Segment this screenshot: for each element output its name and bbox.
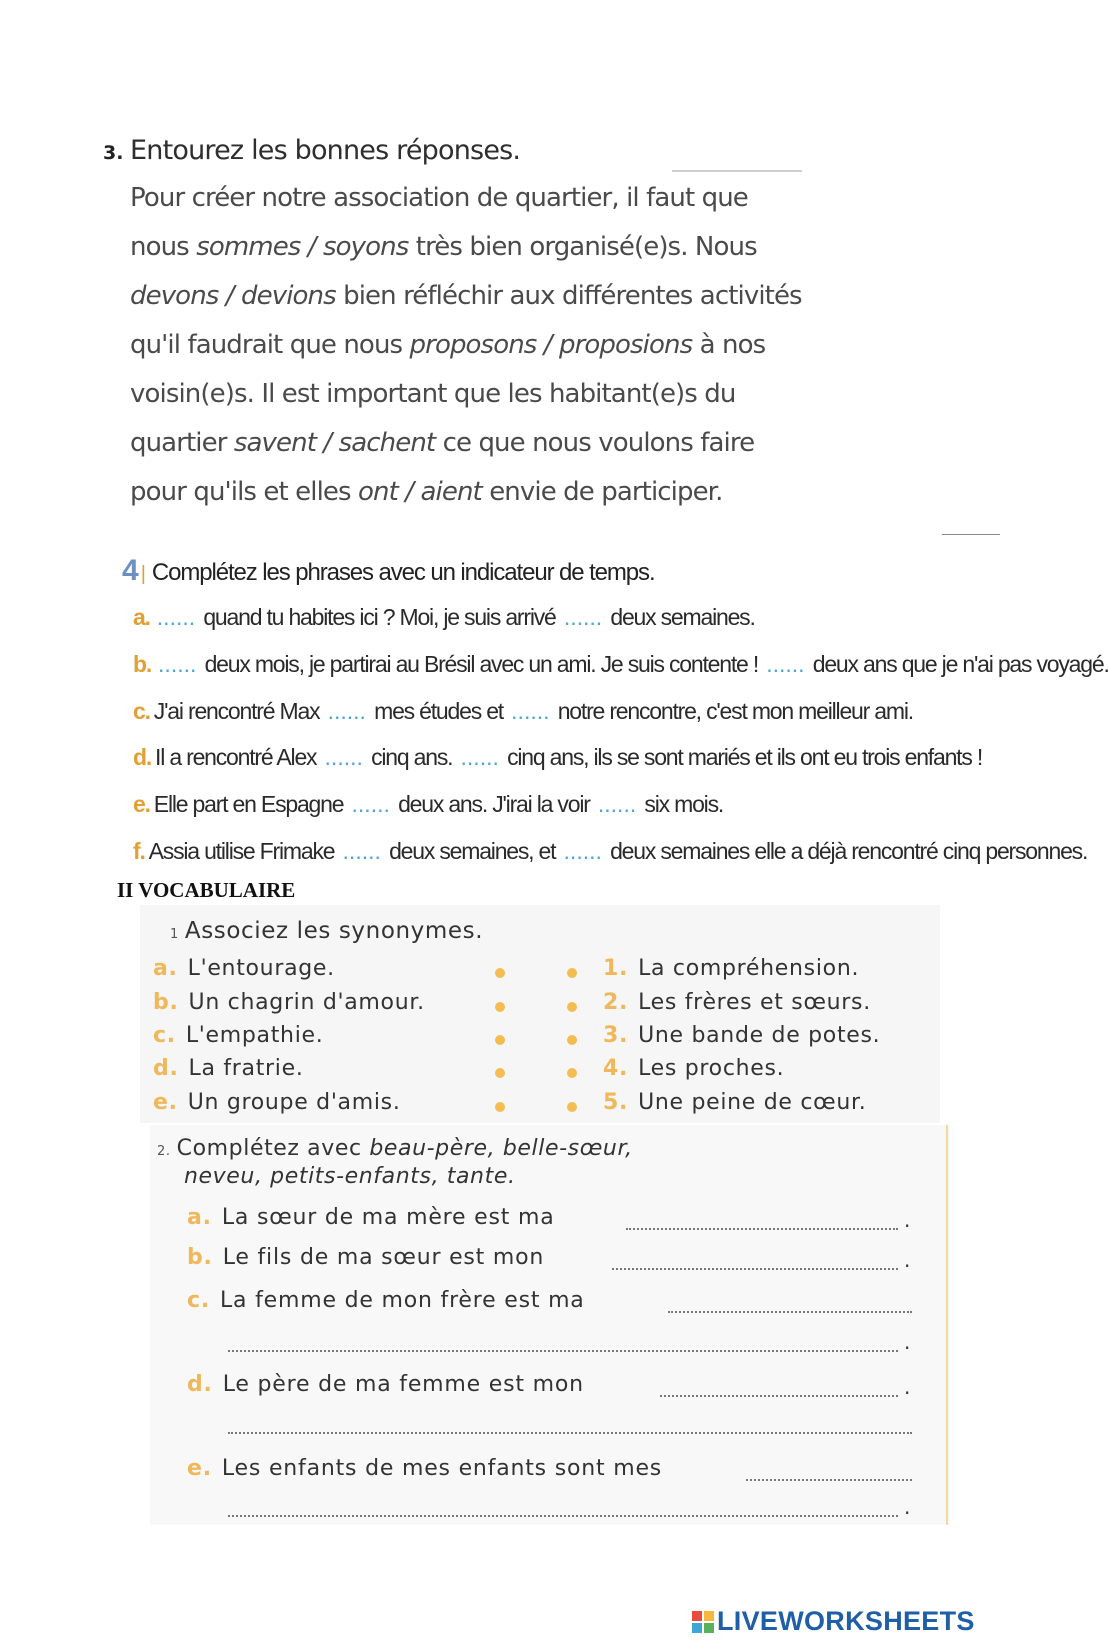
end-mark: . bbox=[904, 1495, 911, 1519]
exercise-4-item: c. J'ai rencontré Max ...... mes études et ...... notre rencontre, c'est mon meilleur ami. bbox=[133, 698, 913, 724]
blank-field[interactable]: ...... bbox=[351, 791, 390, 817]
match-dot-right[interactable] bbox=[567, 1035, 577, 1045]
exercise-3-line: devons / devions bien réfléchir aux différentes activités bbox=[130, 281, 802, 311]
answer-line[interactable] bbox=[668, 1311, 912, 1313]
exercise-3-line: nous sommes / soyons très bien organisé(e)s. Nous bbox=[130, 232, 757, 262]
logo-text: LIVEWORKSHEETS bbox=[717, 1606, 975, 1636]
match-dot-right[interactable] bbox=[567, 1068, 577, 1078]
vocab-2-item: d. Le père de ma femme est mon bbox=[187, 1372, 584, 1397]
exercise-4-item: b. ...... deux mois, je partirai au Brésil avec un ami. Je suis contente ! ...... deux ans que je n'ai pas voyagé. bbox=[133, 651, 1109, 677]
answer-line[interactable] bbox=[228, 1350, 898, 1352]
answer-choice[interactable]: savent / sachent bbox=[233, 428, 436, 458]
vocab-2-title-words: neveu, petits-enfants, tante. bbox=[184, 1164, 516, 1189]
blank-field[interactable]: ...... bbox=[597, 791, 637, 817]
match-right-item: 5. Une peine de cœur. bbox=[603, 1090, 867, 1115]
blank-field[interactable]: ...... bbox=[563, 838, 602, 864]
match-left-item: a. L'entourage. bbox=[153, 956, 335, 981]
answer-line[interactable] bbox=[660, 1395, 898, 1397]
match-dot-left[interactable] bbox=[495, 1035, 505, 1045]
match-dot-left[interactable] bbox=[495, 1102, 505, 1112]
decorative-rule bbox=[942, 534, 1000, 535]
vocab-2-title: 2. Complétez avec beau-père, belle-sœur, bbox=[157, 1136, 633, 1161]
vocab-2-item: a. La sœur de ma mère est ma bbox=[187, 1205, 555, 1230]
blank-field[interactable]: ...... bbox=[158, 651, 197, 677]
end-mark: . bbox=[904, 1248, 911, 1272]
match-right-item: 1. La compréhension. bbox=[603, 956, 860, 981]
match-dot-left[interactable] bbox=[495, 968, 505, 978]
blank-field[interactable]: ...... bbox=[327, 698, 366, 724]
exercise-4-item: a. ...... quand tu habites ici ? Moi, je suis arrivé ...... deux semaines. bbox=[133, 604, 755, 630]
exercise-3-line: qu'il faudrait que nous proposons / proposions à nos bbox=[130, 330, 766, 360]
exercise-4-item: d. Il a rencontré Alex ...... cinq ans. ...... cinq ans, ils se sont mariés et ils ont eu trois enfants ! bbox=[133, 744, 983, 770]
exercise-4-title: 4 | Complétez les phrases avec un indicateur de temps. bbox=[122, 554, 655, 587]
decorative-rule bbox=[946, 1125, 948, 1525]
match-right-item: 2. Les frères et sœurs. bbox=[603, 990, 871, 1015]
blank-field[interactable]: ...... bbox=[766, 651, 805, 677]
vocab-2-item: b. Le fils de ma sœur est mon bbox=[187, 1245, 545, 1270]
vocab-1-title: 1 Associez les synonymes. bbox=[170, 918, 484, 944]
blank-field[interactable]: ...... bbox=[342, 838, 381, 864]
blank-field[interactable]: ...... bbox=[324, 744, 363, 770]
answer-line[interactable] bbox=[746, 1479, 912, 1481]
answer-choice[interactable]: ont / aient bbox=[358, 477, 482, 507]
end-mark: . bbox=[904, 1375, 911, 1399]
exercise-3-number: 3. bbox=[103, 142, 124, 164]
match-dot-right[interactable] bbox=[567, 1002, 577, 1012]
vocab-2-item: c. La femme de mon frère est ma bbox=[187, 1288, 585, 1313]
blank-field[interactable]: ...... bbox=[460, 744, 499, 770]
exercise-3-line: quartier savent / sachent ce que nous voulons faire bbox=[130, 428, 755, 458]
exercise-3-line: Pour créer notre association de quartier, il faut que bbox=[130, 183, 748, 213]
vocab-2-item: e. Les enfants de mes enfants sont mes bbox=[187, 1456, 663, 1481]
match-dot-right[interactable] bbox=[567, 1102, 577, 1112]
exercise-4-item: e. Elle part en Espagne ...... deux ans. J'irai la voir ...... six mois. bbox=[133, 791, 724, 817]
answer-choice[interactable]: proposons / proposions bbox=[409, 330, 693, 360]
match-dot-right[interactable] bbox=[567, 968, 577, 978]
logo-icon bbox=[692, 1611, 714, 1633]
answer-line[interactable] bbox=[228, 1432, 912, 1434]
blank-field[interactable]: ...... bbox=[156, 604, 196, 630]
section-heading: II VOCABULAIRE bbox=[117, 878, 296, 902]
decorative-rule bbox=[672, 170, 802, 172]
match-right-item: 4. Les proches. bbox=[603, 1056, 785, 1081]
match-left-item: d. La fratrie. bbox=[153, 1056, 304, 1081]
answer-line[interactable] bbox=[626, 1228, 898, 1230]
answer-line[interactable] bbox=[612, 1268, 898, 1270]
exercise-3-title: Entourez les bonnes réponses. bbox=[130, 135, 521, 166]
blank-field[interactable]: ...... bbox=[563, 604, 603, 630]
end-mark: . bbox=[904, 1208, 911, 1232]
exercise-4-item: f. Assia utilise Frimake ...... deux semaines, et ...... deux semaines elle a déjà rencontré cinq personnes. bbox=[133, 838, 1088, 864]
end-mark: . bbox=[904, 1330, 911, 1354]
liveworksheets-logo bbox=[692, 1606, 975, 1637]
exercise-3-line: pour qu'ils et elles ont / aient envie de participer. bbox=[130, 477, 723, 507]
match-right-item: 3. Une bande de potes. bbox=[603, 1023, 881, 1048]
match-left-item: b. Un chagrin d'amour. bbox=[153, 990, 425, 1015]
match-left-item: e. Un groupe d'amis. bbox=[153, 1090, 401, 1115]
match-dot-left[interactable] bbox=[495, 1002, 505, 1012]
answer-choice[interactable]: sommes / soyons bbox=[196, 232, 409, 262]
answer-line[interactable] bbox=[228, 1515, 898, 1517]
answer-choice[interactable]: devons / devions bbox=[130, 281, 336, 311]
match-left-item: c. L'empathie. bbox=[153, 1023, 324, 1048]
blank-field[interactable]: ...... bbox=[511, 698, 550, 724]
exercise-3-line: voisin(e)s. Il est important que les habitant(e)s du bbox=[130, 379, 736, 409]
match-dot-left[interactable] bbox=[495, 1068, 505, 1078]
